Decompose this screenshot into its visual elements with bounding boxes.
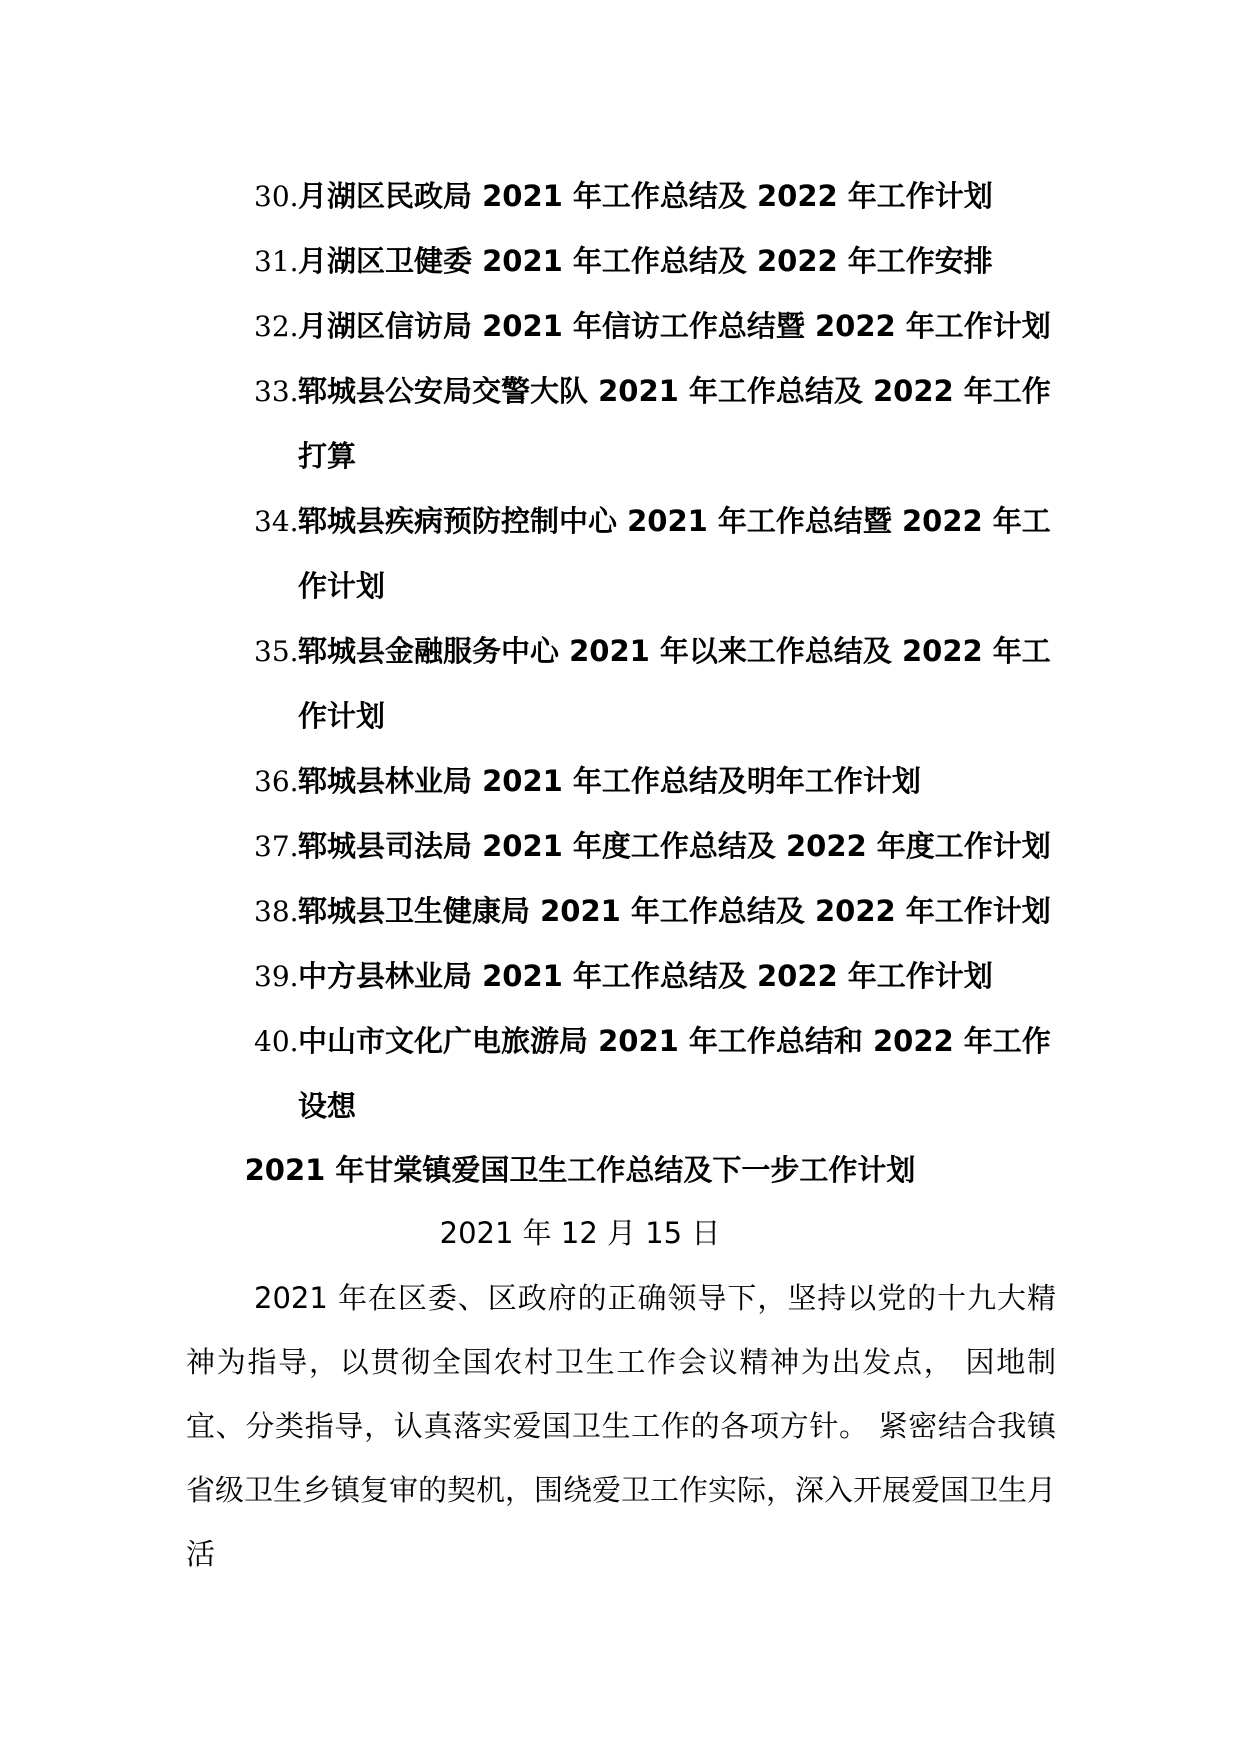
document-title: 2021 年甘棠镇爱国卫生工作总结及下一步工作计划: [244, 1153, 916, 1187]
toc-item: [254, 489, 1054, 619]
toc-item-number: 35.: [254, 635, 299, 668]
toc-item-number: 38.: [254, 895, 299, 928]
document-paragraph: 2021 年在区委、区政府的正确领导下，坚持以党的十九大精神为指导，以贯彻全国农村卫生工作会议精神为出发点， 因地制宜、分类指导，认真落实爱国卫生工作的各项方针。 紧密结合我镇省级卫生乡镇复审的契机，围绕爱卫工作实际，深入开展爱国卫生月活: [186, 1281, 1057, 1571]
toc-item-title: 月湖区民政局 2021 年工作总结及 2022 年工作计划: [298, 179, 993, 213]
toc-item-number: 33.: [254, 375, 299, 408]
toc-item-number: 31.: [254, 245, 299, 278]
toc-item: [254, 359, 1054, 489]
toc-item: [254, 814, 1054, 879]
toc-item-title: 中山市文化广电旅游局 2021 年工作总结和 2022 年工作设想: [298, 1024, 1051, 1123]
toc-item: [254, 879, 1054, 944]
toc-item: [254, 229, 1054, 294]
toc-item-number: 34.: [254, 505, 299, 538]
toc-item-number: 36.: [254, 765, 299, 798]
toc-item: [254, 619, 1054, 749]
toc-item-title: 月湖区信访局 2021 年信访工作总结暨 2022 年工作计划: [298, 309, 1051, 343]
table-of-contents: [254, 164, 1054, 1139]
toc-item-title: 郓城县金融服务中心 2021 年以来工作总结及 2022 年工作计划: [298, 634, 1051, 733]
toc-item-number: 40.: [254, 1025, 299, 1058]
toc-item: [254, 164, 1054, 229]
toc-item: [254, 944, 1054, 1009]
toc-item-title: 郓城县公安局交警大队 2021 年工作总结及 2022 年工作打算: [298, 374, 1051, 473]
toc-item: [254, 749, 1054, 814]
toc-item-number: 39.: [254, 960, 299, 993]
toc-item-title: 中方县林业局 2021 年工作总结及 2022 年工作计划: [298, 959, 993, 993]
toc-item: [254, 1009, 1054, 1139]
toc-item-title: 郓城县司法局 2021 年度工作总结及 2022 年度工作计划: [298, 829, 1051, 863]
toc-item-title: 郓城县疾病预防控制中心 2021 年工作总结暨 2022 年工作计划: [298, 504, 1051, 603]
toc-item: [254, 294, 1054, 359]
toc-item-title: 郓城县卫生健康局 2021 年工作总结及 2022 年工作计划: [298, 894, 1051, 928]
toc-item-number: 30.: [254, 180, 299, 213]
toc-item-title: 月湖区卫健委 2021 年工作总结及 2022 年工作安排: [298, 244, 993, 278]
toc-item-number: 32.: [254, 310, 299, 343]
toc-item-number: 37.: [254, 830, 299, 863]
document-date: 2021 年 12 月 15 日: [439, 1216, 721, 1250]
toc-item-title: 郓城县林业局 2021 年工作总结及明年工作计划: [298, 764, 921, 798]
